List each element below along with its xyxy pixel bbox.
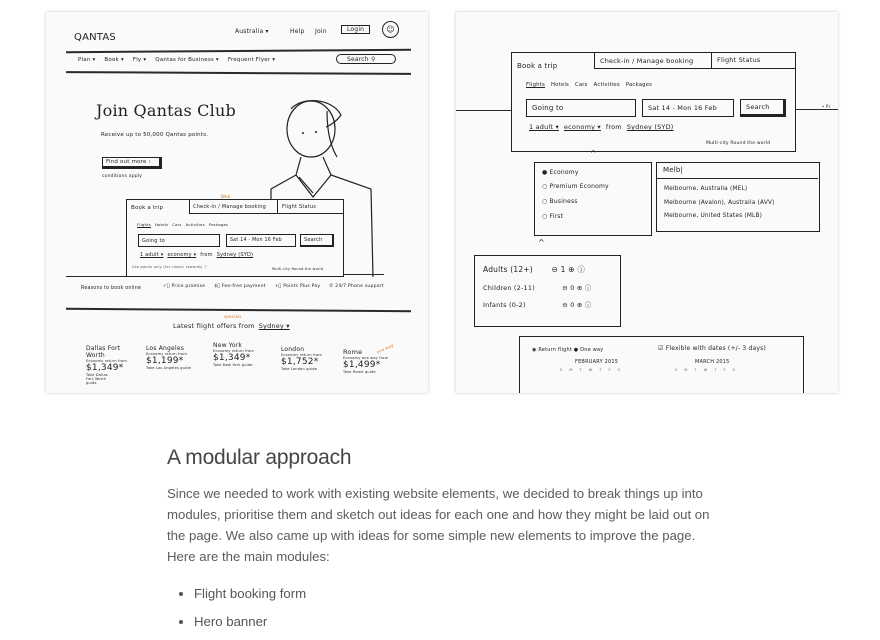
decrement-icon: ⊖	[562, 301, 568, 309]
dates-field: Sat 14 - Mon 16 Feb	[642, 99, 734, 117]
destination-field: Going to	[526, 99, 636, 117]
points-checkbox: Use points only (for classic rewards) ⓘ	[132, 265, 208, 269]
list-item: • Flight booking form	[194, 584, 727, 603]
cabin-option: ○ Business	[542, 198, 578, 205]
article-section	[167, 446, 727, 640]
nav-item: Qantas for Business ▾	[155, 57, 219, 63]
logo: QANTAS	[74, 32, 116, 43]
divider	[66, 71, 411, 75]
section-heading: A modular approach	[167, 446, 352, 469]
check-icon: ✓⃝	[163, 284, 170, 289]
reasons-title: Reasons to book online	[81, 286, 142, 291]
divider	[66, 308, 411, 312]
caret-pointer: ^	[590, 149, 597, 158]
annotation: specials	[224, 314, 242, 319]
increment-icon: ⊕	[576, 301, 583, 309]
offers-title: Latest flight offers from Sydney ▾	[173, 322, 290, 330]
decrement-icon: ⊖	[551, 265, 559, 274]
month-label: FEBRUARY 2015	[575, 359, 619, 365]
tab-book-trip: Book a trip	[517, 62, 558, 70]
reason-item: $⃝ Fee-free payment	[214, 284, 266, 289]
cabin-option: ○ Premium Economy	[542, 183, 609, 190]
section-paragraph: Since we needed to work with existing website elements, we decided to break things up into modules, prioritise them and sketch out ideas for each one and how they might be laid out on the page. We also came up with ideas for some simple new elements to improve the page. Here are the main modules:	[167, 486, 710, 564]
reason-item: +⃝ Points Plus Pay	[274, 284, 321, 289]
origin-selector: Sydney (SYD)	[626, 123, 674, 131]
deal-card: London Economy return from $1,752* Take London guide	[281, 346, 322, 371]
hero-cta-button: Find out more ›	[102, 157, 162, 169]
type-packages: Packages	[208, 222, 229, 227]
booking-type-list	[137, 222, 228, 227]
edge-text: • Pr	[822, 104, 831, 109]
hero-title: Join Qantas Club	[96, 101, 236, 120]
passenger-row: Children (2-11) ⊖ 0 ⊕ ⓘ	[483, 284, 592, 292]
divider	[796, 109, 838, 110]
deal-card: Los Angeles Economy return from $1,199* Take Los Angeles guide	[146, 345, 192, 370]
pax-selector: 1 adult ▾	[140, 252, 164, 258]
trip-options	[529, 123, 674, 131]
deal-card: Dallas Fort Worth Economy return from $1,349* Take Dallas Fort Worth guide	[86, 345, 127, 385]
autocomplete-result: Melbourne, United States (MLB)	[664, 213, 763, 219]
divider	[66, 276, 126, 277]
tab-flight-status: Flight Status	[277, 200, 343, 214]
avatar-icon: ☺	[382, 21, 399, 38]
info-icon: ⓘ	[584, 301, 592, 309]
passenger-row: Infants (0-2) ⊖ 0 ⊕ ⓘ	[483, 301, 592, 309]
pax-selector: 1 adult ▾	[529, 123, 559, 131]
reasons-list	[163, 284, 384, 289]
nav-item: Frequent Flyer ▾	[227, 57, 276, 63]
cabin-option-selected: ● Economy	[542, 169, 579, 176]
cabin-class-popover	[534, 162, 652, 236]
nav-item: Plan ▾	[78, 57, 96, 63]
checkbox-checked-icon: ☑	[658, 345, 664, 352]
search-label: Search	[347, 56, 369, 63]
autocomplete-popover	[656, 162, 820, 232]
autocomplete-input: Melb|	[657, 163, 818, 179]
cabin-option: ○ First	[542, 213, 564, 220]
deal-card: New York Economy return from $1,349* Take New York guide	[213, 342, 254, 367]
type-packages: Packages	[625, 82, 653, 88]
decrement-icon: ⊖	[562, 284, 568, 292]
trip-type-options: ◉ Return flight ● One way	[532, 347, 604, 353]
hero-subtitle: Receive up to 50,000 Qantas points.	[101, 132, 209, 138]
booking-widget-sketch	[511, 52, 796, 152]
calendar-popover	[519, 336, 804, 393]
type-flights: Flights	[526, 82, 545, 88]
phone-icon: ✆	[329, 284, 334, 289]
from-label: from	[605, 123, 622, 131]
list-item: • Hero banner	[194, 612, 727, 631]
type-cars: Cars	[172, 222, 182, 227]
type-activities: Activities	[185, 222, 205, 227]
autocomplete-result: Melbourne, Australia (MEL)	[664, 186, 748, 192]
deal-card: Rome Economy one way from $1,499* Take Rome guide	[343, 348, 389, 374]
annotation: Web	[221, 194, 231, 199]
increment-icon: ⊕	[568, 265, 575, 274]
nav-item: Book ▾	[104, 57, 124, 63]
tab-checkin: Check-in / Manage booking	[189, 200, 277, 214]
autocomplete-result: Melbourne (Avalon), Australia (AVV)	[664, 200, 775, 206]
trip-options	[140, 252, 253, 258]
reason-item: ✓⃝ Price promise	[163, 284, 206, 289]
from-label: from	[200, 252, 213, 258]
tab-checkin: Check-in / Manage booking	[594, 53, 711, 69]
info-icon: ⓘ	[584, 284, 592, 292]
type-hotels: Hotels	[550, 82, 569, 88]
nav-item: Fly ▾	[132, 57, 147, 63]
divider	[344, 274, 384, 275]
search-icon: ⚲	[370, 56, 376, 63]
cabin-selector: economy ▾	[563, 123, 601, 131]
weekday-header: S M T W T F S	[675, 368, 738, 372]
type-cars: Cars	[574, 82, 588, 88]
month-label: MARCH 2015	[695, 359, 730, 365]
reason-item: ✆ 24/7 Phone support	[329, 284, 384, 289]
origin-selector: Sydney (SYD)	[216, 252, 254, 258]
search-button: Search	[740, 99, 786, 117]
help-link: Help	[290, 28, 305, 35]
booking-widget-sketch	[126, 194, 344, 277]
caret-pointer: ^	[538, 238, 545, 247]
passenger-row: Adults (12+) ⊖ 1 ⊕ ⓘ	[483, 265, 586, 274]
type-activities: Activities	[593, 82, 620, 88]
main-nav	[78, 57, 275, 63]
type-hotels: Hotels	[154, 222, 169, 227]
divider	[456, 110, 511, 111]
tab-flight-status: Flight Status	[711, 53, 795, 69]
search-button: Search	[300, 234, 334, 247]
booking-links: Multi-city Round the world	[706, 141, 771, 146]
type-flights: Flights	[137, 222, 151, 227]
dates-field: Sat 14 - Mon 16 Feb	[226, 234, 296, 247]
booking-form-sketch-image	[456, 12, 838, 393]
annotation: one way	[375, 342, 395, 355]
country-selector: Australia ▾	[235, 28, 269, 35]
join-link: Join	[315, 28, 327, 35]
plus-icon: +⃝	[274, 284, 282, 289]
flexible-dates-checkbox: ☑ Flexible with dates (+/- 3 days)	[658, 345, 766, 352]
divider	[66, 49, 411, 53]
destination-field: Going to	[138, 234, 220, 247]
increment-icon: ⊕	[576, 284, 583, 292]
weekday-header: S M T W T F S	[560, 368, 623, 372]
cabin-selector: economy ▾	[167, 252, 197, 258]
search-field	[336, 54, 396, 64]
info-icon: ⓘ	[577, 265, 586, 274]
hero-note: conditions apply	[102, 174, 143, 179]
homepage-sketch-image	[46, 12, 428, 393]
login-button: Login	[341, 25, 370, 34]
modules-list	[167, 584, 727, 631]
booking-links: Multi-city Round the world	[272, 267, 324, 271]
tab-book-trip: Book a trip	[131, 205, 164, 211]
booking-type-list	[526, 82, 652, 88]
dollar-icon: $⃝	[214, 284, 221, 289]
offers-city-selector: Sydney ▾	[258, 322, 290, 330]
passenger-popover	[474, 255, 621, 327]
